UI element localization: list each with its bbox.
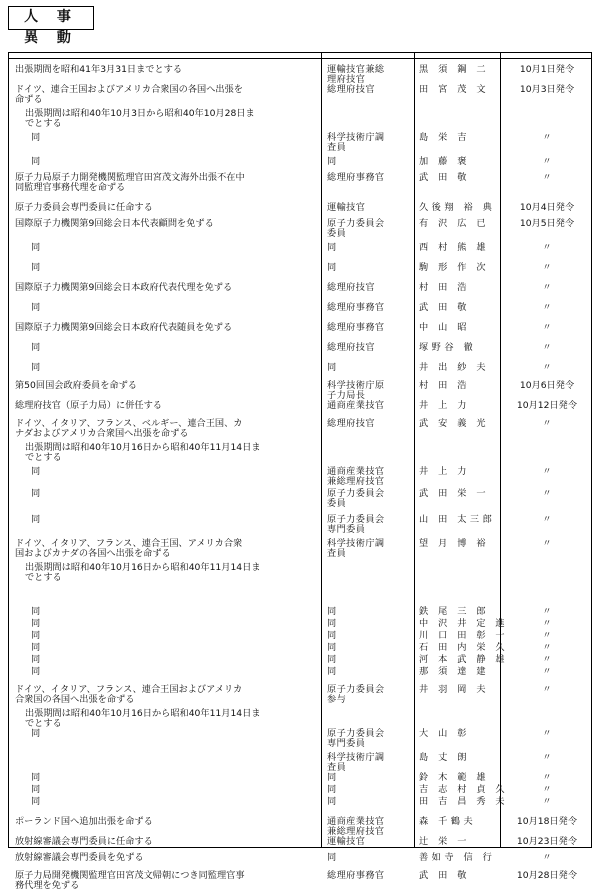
row-person: 井 出 紗 夫 [419, 362, 490, 373]
row-post: 同 [327, 630, 337, 641]
row-person: 井 羽 岡 夫 [419, 684, 490, 695]
row-date: 〃 [542, 514, 552, 525]
row-post: 科学技術庁原 子力局長 [327, 380, 385, 401]
row-date: 〃 [542, 466, 552, 477]
row-person: 中 沢 井 定 進 [419, 618, 509, 629]
row-person: 黒 須 鋼 二 [419, 64, 490, 75]
row-person: 塚野谷 徹 [419, 342, 477, 353]
row-date: 10月1日発令 [519, 64, 575, 75]
row-post: 同 [327, 796, 337, 807]
row-person: 河 本 武 静 雄 [419, 654, 509, 665]
row-post: 総理府事務官 [327, 870, 385, 881]
row-description: 出張期間は昭和40年10月16日から昭和40年11月14日ま でとする [25, 708, 261, 729]
row-description: 放射線審議会専門委員に任命する [15, 836, 153, 847]
row-person: 川 口 田 彰 一 [419, 630, 509, 641]
row-post: 通商産業技官 兼総理府技官 [327, 466, 385, 487]
row-description: 国際原子力機関第9回総会日本政府代表代理を免ずる [15, 282, 233, 293]
row-post: 科学技術庁調 査員 [327, 538, 385, 559]
row-description: 同 [31, 362, 41, 373]
row-person: 鉄 尾 三 郎 [419, 606, 490, 617]
row-person: 辻 栄 一 [419, 836, 470, 847]
row-date: 〃 [542, 156, 552, 167]
row-date: 〃 [542, 132, 552, 143]
row-post: 総理府事務官 [327, 322, 385, 333]
row-post: 同 [327, 156, 337, 167]
row-date: 〃 [542, 302, 552, 313]
row-person: 井 上 力 [419, 400, 470, 411]
row-post: 同 [327, 606, 337, 617]
row-person: 武 田 敬 [419, 172, 470, 183]
row-date: 10月3日発令 [519, 84, 575, 95]
row-date: 〃 [542, 752, 552, 763]
row-date: 〃 [542, 784, 552, 795]
row-person: 村 田 浩 [419, 380, 470, 391]
row-person: 鈴 木 範 雄 [419, 772, 490, 783]
row-description: 国際原子力機関第9回総会日本政府代表随員を免ずる [15, 322, 233, 333]
row-description: 総理府技官（原子力局）に併任する [15, 400, 162, 411]
row-date: 10月23日発令 [516, 836, 578, 847]
row-person: 石 田 内 栄 久 [419, 642, 509, 653]
row-description: 同 [31, 728, 41, 739]
row-description: 同 [31, 156, 41, 167]
row-date: 10月6日発令 [519, 380, 575, 391]
row-person: 武 田 敬 [419, 302, 470, 313]
row-person: 中 山 昭 [419, 322, 470, 333]
row-date: 〃 [542, 342, 552, 353]
section-title: 人 事 異 動 [8, 6, 94, 30]
row-description: 出張期間は昭和40年10月16日から昭和40年11月14日ま でとする [25, 442, 261, 463]
row-date: 〃 [542, 242, 552, 253]
row-date: 〃 [542, 172, 552, 183]
row-description: 同 [31, 132, 41, 143]
row-description: 同 [31, 606, 41, 617]
row-date: 〃 [542, 666, 552, 677]
row-post: 総理府事務官 [327, 302, 385, 313]
row-date: 〃 [542, 796, 552, 807]
row-post: 同 [327, 262, 337, 273]
row-post: 同 [327, 852, 337, 863]
row-date: 〃 [542, 606, 552, 617]
row-description: ドイツ、連合王国およびアメリカ合衆国の各国へ出張を 命ずる [15, 84, 243, 105]
row-description: 原子力委員会専門委員に任命する [15, 202, 153, 213]
row-description: 同 [31, 514, 41, 525]
row-description: 同 [31, 488, 41, 499]
row-date: 〃 [542, 684, 552, 695]
row-date: 〃 [542, 852, 552, 863]
row-post: 通商産業技官 [327, 400, 385, 411]
row-date: 〃 [542, 642, 552, 653]
row-person: 武 安 義 光 [419, 418, 490, 429]
row-date: 〃 [542, 630, 552, 641]
row-post: 同 [327, 242, 337, 253]
row-description: 同 [31, 242, 41, 253]
row-date: 〃 [542, 322, 552, 333]
row-description: 同 [31, 642, 41, 653]
row-date: 〃 [542, 262, 552, 273]
row-post: 原子力委員会 参与 [327, 684, 385, 705]
row-description: 同 [31, 654, 41, 665]
row-person: 田 吉 昌 秀 夫 [419, 796, 509, 807]
row-person: 望 月 博 裕 [419, 538, 490, 549]
row-post: 原子力委員会 専門委員 [327, 728, 385, 749]
row-description: 同 [31, 618, 41, 629]
personnel-table [8, 52, 592, 891]
row-person: 久後翔 裕 典 [419, 202, 496, 213]
row-person: 駒 形 作 次 [419, 262, 490, 273]
row-description: 同 [31, 342, 41, 353]
row-post: 同 [327, 772, 337, 783]
row-date: 10月28日発令 [516, 870, 578, 881]
row-description: 同 [31, 466, 41, 477]
row-date: 〃 [542, 488, 552, 499]
row-person: 武 田 栄 一 [419, 488, 490, 499]
row-post: 総理府技官 [327, 342, 375, 353]
row-date: 〃 [542, 618, 552, 629]
row-description: 出張期間は昭和40年10月3日から昭和40年10月28日ま でとする [25, 108, 255, 129]
row-date: 〃 [542, 728, 552, 739]
row-person: 大 山 彰 [419, 728, 470, 739]
row-description: 出張期間を昭和41年3月31日までとする [15, 64, 183, 75]
row-description: 同 [31, 630, 41, 641]
row-description: 同 [31, 772, 41, 783]
row-description: 同 [31, 302, 41, 313]
row-person: 田 宮 茂 文 [419, 84, 490, 95]
row-post: 同 [327, 654, 337, 665]
row-description: 同 [31, 796, 41, 807]
row-person: 善如寺 信 行 [419, 852, 496, 863]
row-date: 〃 [542, 418, 552, 429]
row-date: 10月5日発令 [519, 218, 575, 229]
row-person: 有 沢 広 已 [419, 218, 490, 229]
row-description: 同 [31, 784, 41, 795]
row-date: 〃 [542, 654, 552, 665]
row-description: 国際原子力機関第9回総会日本代表顧問を免ずる [15, 218, 214, 229]
row-person: 吉 志 村 貞 久 [419, 784, 509, 795]
row-person: 加 藤 褒 [419, 156, 470, 167]
row-date: 10月4日発令 [519, 202, 575, 213]
row-post: 総理府技官 [327, 84, 375, 95]
row-post: 同 [327, 784, 337, 795]
row-post: 運輸技官 [327, 836, 366, 847]
row-post: 原子力委員会 委員 [327, 218, 385, 239]
row-person: 西 村 熊 雄 [419, 242, 490, 253]
row-post: 同 [327, 642, 337, 653]
row-description: ドイツ、イタリア、フランス、連合王国およびアメリカ 合衆国の各国へ出張を命ずる [15, 684, 243, 705]
row-description: ポーランド国へ追加出張を命ずる [15, 816, 153, 827]
row-date: 10月18日発令 [516, 816, 578, 827]
row-person: 森 千鶴夫 [419, 816, 477, 827]
row-person: 村 田 浩 [419, 282, 470, 293]
row-date: 〃 [542, 362, 552, 373]
row-post: 同 [327, 666, 337, 677]
row-description: 放射線審議会専門委員を免ずる [15, 852, 144, 863]
row-person: 井 上 力 [419, 466, 470, 477]
row-post: 科学技術庁調 査員 [327, 132, 385, 153]
row-post: 同 [327, 362, 337, 373]
column-divider-date [500, 53, 501, 847]
row-post: 総理府事務官 [327, 172, 385, 183]
column-divider-person [414, 53, 415, 847]
row-description: ドイツ、イタリア、フランス、ベルギー、連合王国、カ ナダおよびアメリカ合衆国へ出張を命ずる [15, 418, 243, 439]
row-person: 武 田 敬 [419, 870, 470, 881]
row-description: 原子力局原子力開発機関監理官田宮茂文海外出張不在中 同監理官事務代理を命ずる [15, 172, 245, 193]
row-person: 島 栄 吉 [419, 132, 470, 143]
row-post: 同 [327, 618, 337, 629]
row-description: 同 [31, 262, 41, 273]
row-post: 総理府技官 [327, 282, 375, 293]
row-description: 出張期間は昭和40年10月16日から昭和40年11月14日ま でとする [25, 562, 261, 583]
row-post: 総理府技官 [327, 418, 375, 429]
row-person: 那 須 達 建 [419, 666, 490, 677]
row-post: 運輸技官 [327, 202, 366, 213]
row-post: 原子力委員会 委員 [327, 488, 385, 509]
row-post: 原子力委員会 専門委員 [327, 514, 385, 535]
row-date: 〃 [542, 282, 552, 293]
row-description: ドイツ、イタリア、フランス、連合王国、アメリカ合衆 国およびカナダの各国へ出張を命ずる [15, 538, 243, 559]
row-person: 山 田 太三郎 [419, 514, 496, 525]
row-date: 〃 [542, 538, 552, 549]
table-top-rule [9, 58, 591, 59]
row-date: 〃 [542, 772, 552, 783]
row-description: 同 [31, 666, 41, 677]
row-post: 通商産業技官 兼総理府技官 [327, 816, 385, 837]
row-date: 10月12日発令 [516, 400, 578, 411]
row-person: 島 丈 朗 [419, 752, 470, 763]
row-post: 運輸技官兼総 理府技官 [327, 64, 385, 85]
row-post: 科学技術庁調 査員 [327, 752, 385, 773]
row-description: 原子力局開発機関監理官田宮茂文帰朝につき同監理官事 務代理を免ずる [15, 870, 245, 891]
row-description: 第50回国会政府委員を命ずる [15, 380, 137, 391]
